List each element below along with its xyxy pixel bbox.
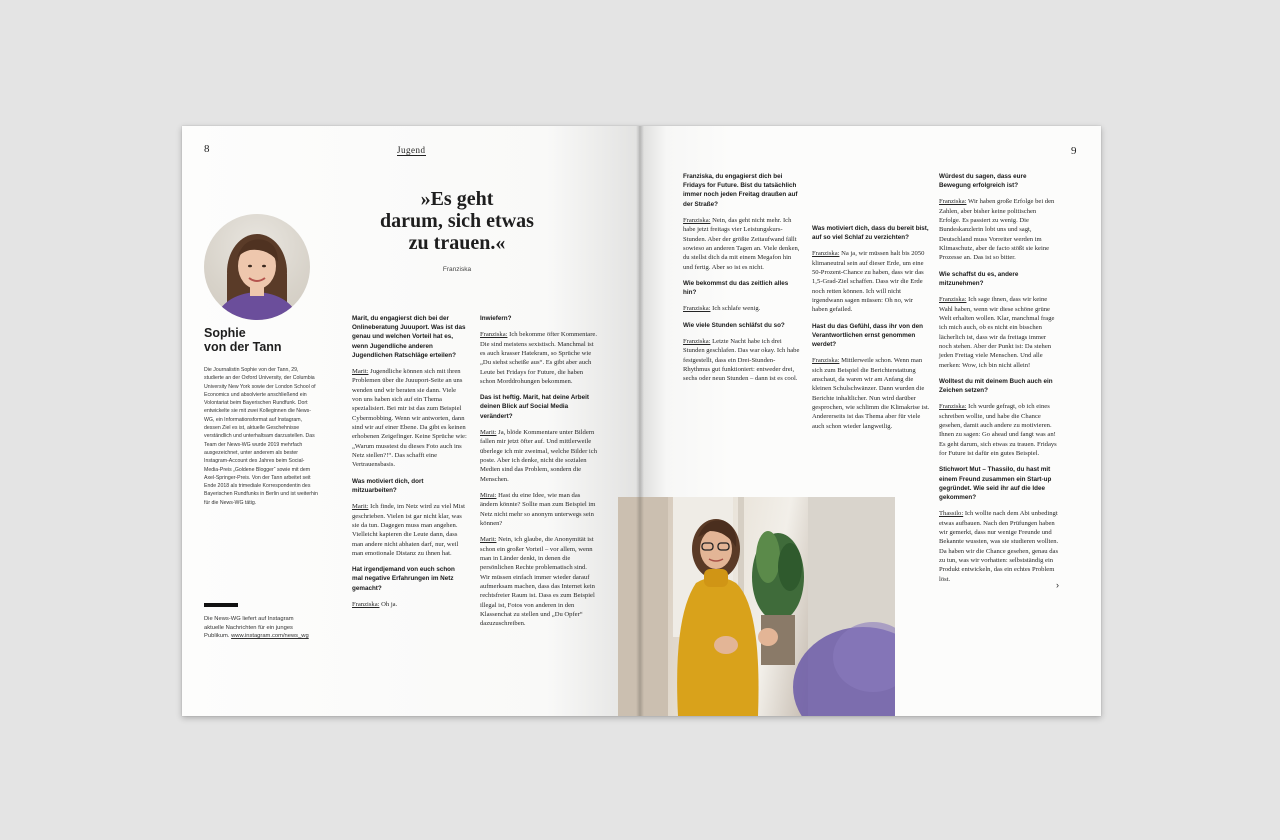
- interview-answer: [480, 428, 598, 484]
- author-name-line1: Sophie: [204, 326, 246, 340]
- interview-question: Das ist heftig. Marit, hat deine Arbeit deinen Blick auf Social Media verändert?: [480, 394, 589, 420]
- answer-text: Ich wollte nach dem Abi unbedingt etwas aufbauen. Nach den Prüfungen haben wir gemerkt, dass nur wenige Freunde und Bekannte wussten, was sie studieren wollten. Da haben wir die Chance gesehen, genau das zu tun, was wir vorhatten: selbstständig ein Produkt entwickeln, das ein echtes Problem löst.: [939, 510, 1059, 583]
- interview-question: Was motiviert dich, dort mitzuarbeiten?: [352, 477, 424, 494]
- interview-answer: [352, 502, 467, 558]
- interview-question: Hat irgendjemand von euch schon mal negative Erfahrungen im Netz gemacht?: [352, 566, 455, 592]
- pull-quote-line: darum, sich etwas: [380, 210, 534, 232]
- interview-answer: [683, 337, 801, 384]
- instagram-link[interactable]: www.instagram.com/news_wg: [231, 633, 309, 640]
- interview-answer: [939, 295, 1059, 370]
- interview-answer: [939, 197, 1059, 262]
- speaker-label: Franziska:: [683, 337, 711, 345]
- answer-text: Letzte Nacht habe ich drei Stunden geschlafen. Das war okay. Ich habe festgestellt, dass ein Drei-Stunden-Rhythmus gut funktioniert: entweder drei, sechs oder neun Stunden – dann ist es cool.: [683, 337, 800, 383]
- speaker-label: Franziska:: [683, 216, 711, 224]
- answer-text: Na ja, wir müssen halt bis 2050 klimaneutral sein auf dieser Erde, um eine 50-Prozent-Chance zu haben, dass wir das 1,5-Grad-Ziel schaffen. Dass wir die Erde noch retten können. Ich will nicht irgendwann sagen müssen: Oh no, wir haben gefailed.: [812, 250, 925, 314]
- speaker-label: Marit:: [352, 503, 369, 511]
- answer-text: Nein, das geht nicht mehr. Ich habe jetzt freitags vier Leistungskurs-Stunden. Aber der größte Zeitaufwand fällt sowieso an anderen Tagen an. Viele denken, du stellst dich da mit einem Megafon hin und fertig. Aber so ist es nicht.: [683, 216, 800, 271]
- pull-quote-line: »Es geht: [420, 188, 494, 210]
- answer-text: Jugendliche können sich mit ihren Problemen über die Juuuport-Seite an uns wenden und wir beraten sie dann. Viele von uns haben sich auf ein Thema spezialisiert. Bei mir ist das zum Beispiel Cybermobbing. Wenn wir antworten, dann sind wir auf einer Ebene. Da gibt es keinen erhobenen Zeigefinger. Keine Sprüche wie: „Warum musstest du dieses Foto auch ins Netz stellen?!“. Das schafft eine Vertrauensbasis.: [352, 368, 467, 469]
- author-bio: Die Journalistin Sophie von der Tann, 29, studierte an der Oxford University, der Columbia University New York sowie der London School of Economics und absolvierte anschließend ein Volontariat beim Bayerischen Rundfunk. Dort entwickelte sie mit zwei Kolleginnen die News-WG, ein Informationsformat auf Instagram, dessen Ziel es ist, aktuelle Geschehnisse verständlich und unterhaltsam darzustellen. Das Team der News-WG wurde 2019 mehrfach ausgezeichnet, unter anderem als bester Instagram-Account des Jahres beim Social-Media-Preis „Goldene Blogger“ sowie mit dem Axel-Springer-Preis. Von der Tann arbeitet seit Ende 2018 als trimediale Korrespondentin des Bayerischen Rundfunks in Berlin und ist weiterhin für die News-WG tätig.: [204, 367, 318, 506]
- note-text: Die News-WG liefert auf Instagram aktuelle Nachrichten für ein junges Publikum.: [204, 616, 294, 640]
- answer-text: Nein, ich glaube, die Anonymität ist schon ein großer Vorteil – vor allem, wenn man in Länder denkt, in denen die persönlichen Rechte problematisch sind. Wir müssen einfach immer wieder darauf aufmerksam machen, dass das Internet kein rechtsfreier Raum ist. Dass es zum Beispiel illegal ist, Fotos von anderen in den Klassenchat zu stellen und „Du Opfer“ dazuzuschreiben.: [480, 536, 595, 628]
- interview-question: Wie schaffst du es, andere mitzunehmen?: [939, 270, 1019, 288]
- interview-column-1: [352, 314, 467, 616]
- interview-question: Was motiviert dich, dass du bereit bist, auf so viel Schlaf zu verzichten?: [812, 225, 929, 242]
- answer-text: Ich schlafe wenig.: [710, 305, 761, 313]
- answer-text: Hast du eine Idee, wie man das ändern könnte? Sollte man zum Beispiel im Netz nicht mehr so anonym unterwegs sein können?: [480, 491, 596, 527]
- interview-answer: [939, 509, 1059, 584]
- answer-text: Mittlerweile schon. Wenn man sich zum Beispiel die Berichterstattung anschaut, da waren wir am Anfang die kleinen Schulschwänzer. Dann wurden die Berichte inhaltlicher. Nun wird darüber gesprochen, wie schlimm die Klimakrise ist. Andererseits ist das Thema aber für viele auch schon wieder langweilig.: [812, 357, 930, 430]
- speaker-label: Franziska:: [352, 600, 380, 608]
- author-portrait: [204, 214, 310, 320]
- answer-text: Ich bekomme öfter Kommentare. Die sind meistens sexistisch. Manchmal ist es auch krasser Hatekram, so Sprüche wie „Du siehst scheiße aus“. Es gibt aber auch Leute bei Fridays for Future, die haben schon Morddrohungen bekommen.: [480, 331, 597, 385]
- photo-illustration: [618, 497, 895, 716]
- interview-question: Wolltest du mit deinem Buch auch ein Zeichen setzen?: [939, 377, 1053, 395]
- interview-answer: [939, 402, 1059, 458]
- answer-text: Wir haben große Erfolge bei den Zahlen, aber bisher keine politischen Erfolge. Es passiert zu wenig. Die Bundeskanzlerin lobt uns und sagt, Deutschland muss Vorreiter werden im Klimaschutz, aber de facto stößt sie keine Prozesse an. Das ist so bitter.: [939, 198, 1055, 262]
- interview-answer: [480, 330, 598, 386]
- answer-text: Ja, blöde Kommentare unter Bildern fallen mir jetzt öfter auf. Und mittlerweile überlege ich mir zweimal, welche Bilder ich poste. Aber ich denke, nicht die sozialen Medien sind das Problem, sondern die Menschen.: [480, 428, 597, 483]
- interview-column-4: [812, 224, 930, 438]
- speaker-label: Marit:: [352, 368, 369, 376]
- speaker-label: Marit:: [480, 428, 497, 436]
- interview-answer: [683, 216, 801, 272]
- answer-text: Ich finde, im Netz wird zu viel Mist geschrieben. Vielen ist gar nicht klar, was sie da tun. Dagegen muss man angehen. Vielleicht kapieren die Leute dann, dass man andere nicht abhaten darf, nur, weil man emotionale Distanz zu ihnen hat.: [352, 503, 465, 557]
- interview-answer: [812, 249, 930, 314]
- news-wg-note: [204, 615, 314, 641]
- interview-column-5: [939, 172, 1059, 591]
- speaker-label: Franziska:: [812, 250, 840, 258]
- page-number-right: 9: [1071, 145, 1077, 157]
- interview-answer: [683, 304, 801, 313]
- interview-question: Franziska, du engagierst dich bei Fridays for Future. Bist du tatsächlich immer noch jeden Freitag draußen auf der Straße?: [683, 173, 798, 208]
- speaker-label: Thassilo:: [939, 510, 964, 518]
- magazine-spread: [182, 126, 1101, 716]
- speaker-label: Franziska:: [812, 357, 840, 365]
- interview-question: Inwiefern?: [480, 315, 512, 322]
- quote-attribution: Franziska: [442, 266, 472, 273]
- portrait-illustration: [204, 214, 310, 320]
- author-name-line2: von der Tann: [204, 340, 282, 354]
- interview-question: Stichwort Mut – Thassilo, du hast mit einem Freund zusammen ein Start-up gegründet. Wie seid ihr auf die Idee gekommen?: [939, 466, 1052, 502]
- speaker-label: Franziska:: [939, 296, 967, 304]
- interview-question: Wie bekommst du das zeitlich alles hin?: [683, 279, 789, 297]
- answer-text: Ich sage ihnen, dass wir keine Wahl haben, wenn wir diese schöne grüne Welt erhalten wollen. Klar, manchmal frage ich mich auch, ob es nicht ein bisschen lächerlich ist, dass wir da freitags immer noch stehen. Aber der Punkt ist: Da stehen jeden Freitag viele Menschen. Und alle merken: Wow, ich bin nicht allein!: [939, 296, 1055, 369]
- speaker-label: Franziska:: [939, 403, 967, 411]
- interview-answer: [352, 600, 467, 609]
- interview-question: Würdest du sagen, dass eure Bewegung erfolgreich ist?: [939, 173, 1027, 190]
- pull-quote-line: zu trauen.«: [408, 232, 506, 254]
- speaker-label: Marit:: [480, 536, 497, 544]
- left-page: [182, 126, 639, 716]
- speaker-label: Mirai:: [480, 491, 497, 499]
- note-divider-bar: [204, 603, 238, 607]
- speaker-label: Franziska:: [683, 305, 711, 313]
- interview-answer: [812, 356, 930, 431]
- author-name: [204, 326, 282, 354]
- page-number-left: 8: [204, 143, 210, 155]
- continue-arrow-icon: ›: [1056, 580, 1059, 590]
- interview-question: Wie viele Stunden schläfst du so?: [683, 321, 785, 329]
- interview-answer: [480, 491, 598, 528]
- answer-text: Oh ja.: [379, 600, 398, 608]
- interview-answer: [480, 535, 598, 628]
- interview-column-2: [480, 314, 598, 636]
- interview-answer: [352, 367, 467, 470]
- interview-photo: [618, 497, 895, 716]
- interview-question: Marit, du engagierst dich bei der Onlineberatung Juuuport. Was ist das genau und welchen Vorteil hat es, wenn Jugendliche anderen Jugendlichen Ratschläge erteilen?: [352, 315, 466, 359]
- speaker-label: Franziska:: [480, 331, 508, 339]
- pull-quote: [372, 188, 542, 254]
- section-label: Jugend: [397, 145, 426, 155]
- interview-question: Hast du das Gefühl, dass ihr von den Verantwortlichen ernst genommen werdet?: [812, 322, 923, 349]
- answer-text: Ich wurde gefragt, ob ich eines schreiben wollte, und habe die Chance gesehen, damit auch andere zu motivieren. Ihnen zu sagen: Go ahead und fangt was an! Es geht darum, sich etwas zu trauen. Fridays for Future ist dafür ein gutes Beispiel.: [939, 403, 1057, 458]
- spine-gutter-shadow: [636, 126, 644, 716]
- speaker-label: Franziska:: [939, 198, 967, 206]
- interview-column-3: [683, 172, 801, 391]
